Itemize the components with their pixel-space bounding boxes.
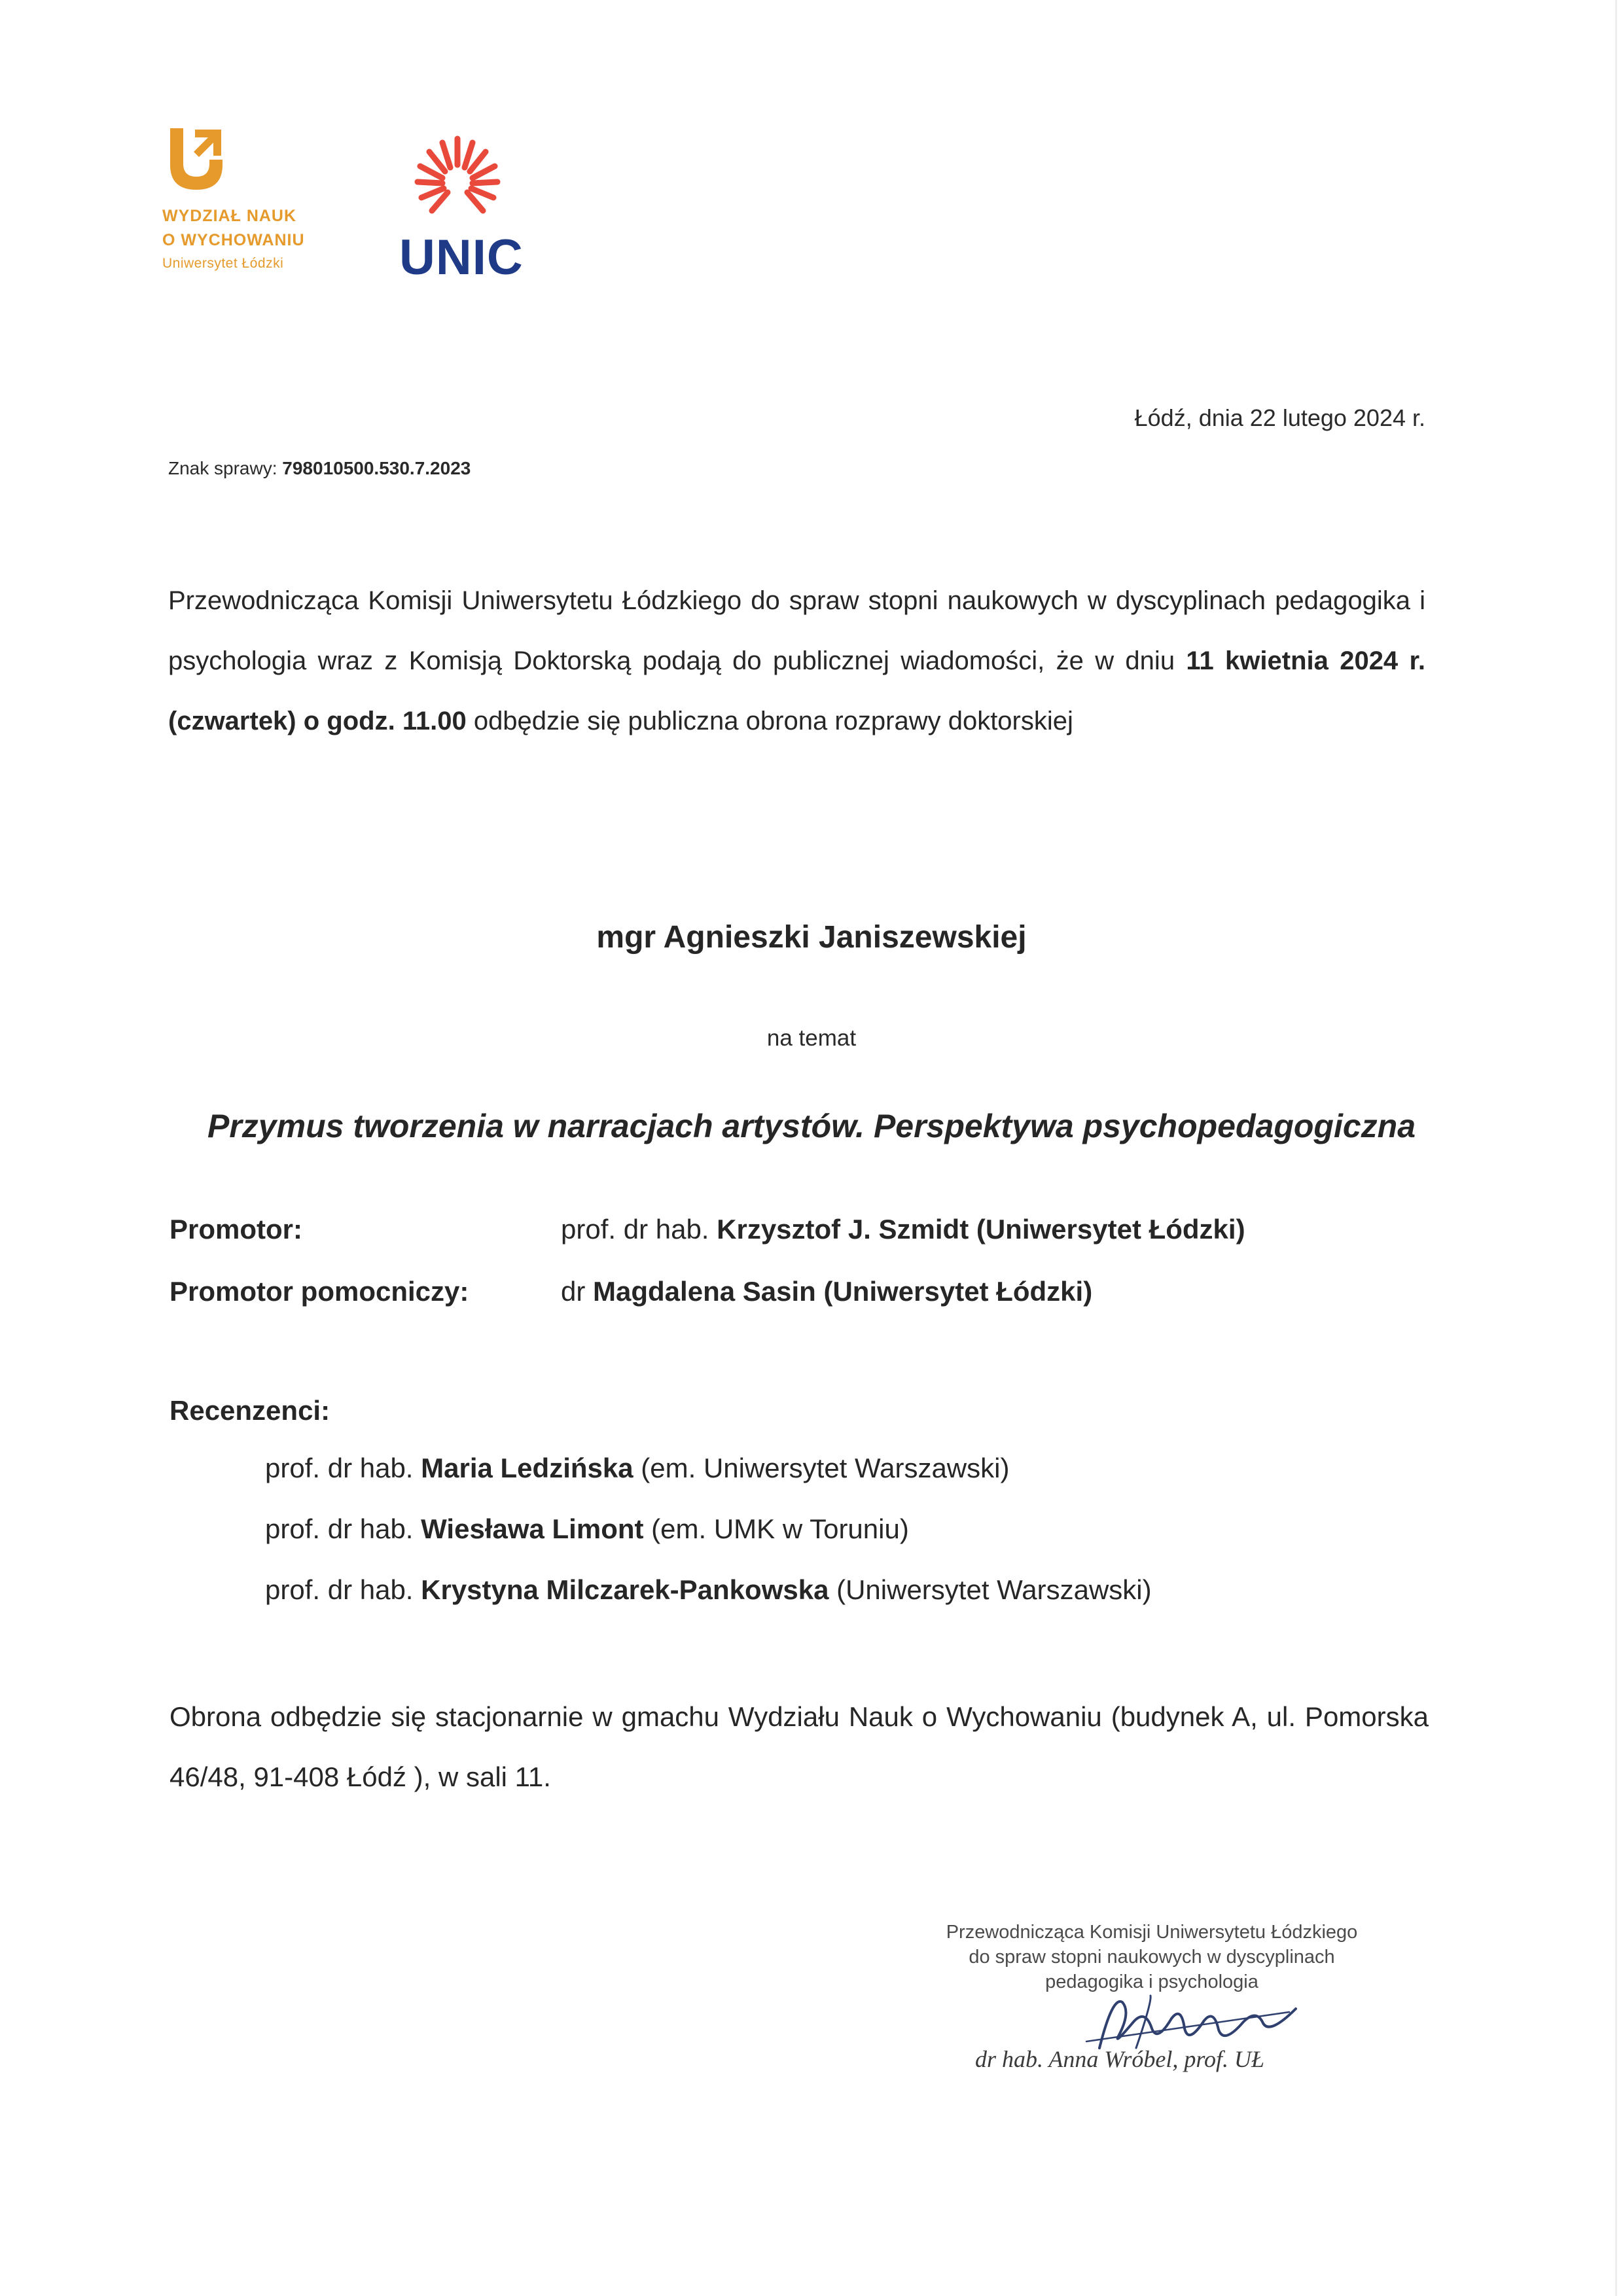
- promotor-value: [561, 1214, 1245, 1245]
- reviewer-affiliation: (em. UMK w Toruniu): [651, 1513, 909, 1544]
- thesis-title: Przymus tworzenia w narracjach artystów. Perspektywa psychopedagogiczna: [207, 1108, 1416, 1144]
- scan-edge-line: [1615, 0, 1617, 2296]
- reviewer-title: prof. dr hab.: [265, 1453, 414, 1483]
- case-label: Znak sprawy:: [168, 458, 277, 478]
- document-date: Łódź, dnia 22 lutego 2024 r.: [1134, 404, 1425, 431]
- case-number: 798010500.530.7.2023: [282, 458, 471, 478]
- reviewer-item: [265, 1453, 1009, 1484]
- reviewer-name: Maria Ledzińska: [421, 1453, 633, 1483]
- faculty-logo-line-3: Uniwersytet Łódzki: [162, 256, 284, 271]
- reviewer-item: [265, 1513, 909, 1545]
- promotor-aux-value: [561, 1276, 1092, 1307]
- faculty-u-arrow-logo-icon: [164, 123, 229, 195]
- promotor-aux-title: dr: [561, 1276, 586, 1307]
- promotor-aux-label: Promotor pomocniczy:: [169, 1276, 469, 1307]
- faculty-logo-line-2: O WYCHOWANIU: [162, 231, 305, 249]
- intro-paragraph: [168, 571, 1425, 751]
- promotor-name: Krzysztof J. Szmidt (Uniwersytet Łódzki): [717, 1214, 1245, 1245]
- reviewer-name: Krystyna Milczarek-Pankowska: [421, 1574, 829, 1605]
- promotor-aux-name: Magdalena Sasin (Uniwersytet Łódzki): [593, 1276, 1093, 1307]
- candidate-name: mgr Agnieszki Janiszewskiej: [596, 920, 1027, 955]
- promotor-label: Promotor:: [169, 1214, 302, 1245]
- reviewer-title: prof. dr hab.: [265, 1574, 414, 1605]
- unic-logo-text: UNIC: [399, 230, 524, 285]
- signature-name: dr hab. Anna Wróbel, prof. UŁ: [975, 2046, 1265, 2072]
- location-paragraph: Obrona odbędzie się stacjonarnie w gmachu Wydziału Nauk o Wychowaniu (budynek A, ul. Pomorska 46/48, 91-408 Łódź ), w sali 11.: [169, 1701, 1429, 1792]
- reviewers-heading: Recenzenci:: [169, 1395, 330, 1426]
- reviewer-affiliation: (Uniwersytet Warszawski): [836, 1574, 1152, 1605]
- reviewer-title: prof. dr hab.: [265, 1513, 414, 1544]
- unic-logo: [399, 124, 524, 284]
- reviewer-item: [265, 1574, 1152, 1606]
- reviewer-name: Wiesława Limont: [421, 1513, 644, 1544]
- signature-title-line-2: do spraw stopni naukowych w dyscyplinach: [969, 1947, 1335, 1968]
- case-reference: [168, 458, 471, 479]
- intro-text-part-2: odbędzie się publiczna obrona rozprawy doktorskiej: [466, 707, 1073, 735]
- promotor-title: prof. dr hab.: [561, 1214, 709, 1245]
- defense-date-time: 11 kwietnia 2024 r. (czwartek) o godz. 11.00: [168, 646, 1425, 735]
- signature-title-line-1: Przewodnicząca Komisji Uniwersytetu Łódzkiego: [946, 1922, 1358, 1943]
- faculty-logo-line-1: WYDZIAŁ NAUK: [162, 207, 297, 225]
- signature-title-line-3: pedagogika i psychologia: [1045, 1971, 1258, 1992]
- topic-label: na temat: [766, 1025, 857, 1051]
- unic-burst-logo-icon: [402, 124, 513, 236]
- faculty-logo: [162, 123, 378, 275]
- intro-text-part-1: Przewodnicząca Komisji Uniwersytetu Łódzkiego do spraw stopni naukowych w dyscyplinach pedagogika i psychologia wraz z Komisją Doktorską podają do publicznej wiadomości, że w dniu: [168, 586, 1425, 675]
- reviewer-affiliation: (em. Uniwersytet Warszawski): [641, 1453, 1010, 1483]
